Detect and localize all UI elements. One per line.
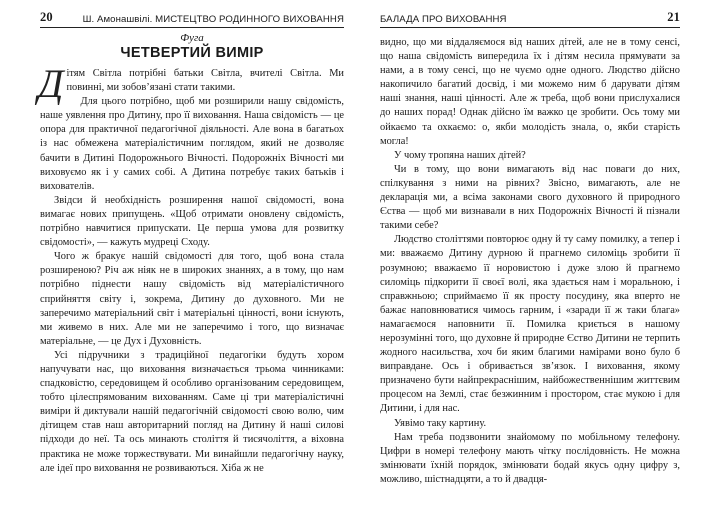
right-page bbox=[360, 0, 720, 510]
right-body-text bbox=[380, 36, 680, 487]
left-paragraph: Чого ж бракує нашій свідомості для того, щоб вона стала розширеною? Річ аж ніяк не в широких знаннях, а в тому, що нам потрібно піднести нашу свідомість від матеріалістичного сприйняття світу і, зокрема, Дитину до духовного. Ми не заперечимо матеріальний світ і матеріальні цінності, вони існують, ми живемо в них. Але ми не заперечимо і того, що визначає матеріальне, — це Дух і Духовність. bbox=[40, 251, 344, 347]
right-running-title: БАЛАДА ПРО ВИХОВАННЯ bbox=[380, 14, 507, 25]
right-page-number: 21 bbox=[667, 10, 680, 24]
left-paragraph: Для цього потрібно, щоб ми розширили нашу свідомість, наше уявлення про Дитину, про її виховання. Наша свідомість — це опора для практичної педагогічної діяльності. Але вона в багатьох із нас обмежена матеріалістичним поглядом, який не дозволяє бачити в Дитині Подорожнього Вічності. Подорожніх Вічності ми виховуємо як і у самих собі. А Дитина потребує таких батьків і вихователів. bbox=[40, 96, 344, 192]
left-running-header bbox=[40, 0, 344, 28]
continued-paragraph: видно, що ми віддаляємося від наших дітей, але не в тому сенсі, що наша свідомість випередила їх і дітям несила прямувати за нами, а в тому сенсі, що не чуємо одне одного. Людство дійсно накопичило багатий досвід, і ми можемо ним б дарувати дітям наші знання, наші цінності. Але ж треба, щоб вони прислухалися до наших порад! Однак дійсно їм важко це зробити. Ось тому ми ойкаємо та охкаємо: о, якби молодість знала, о, якби старість могла! bbox=[380, 37, 680, 147]
section-kicker: Фуга bbox=[180, 32, 204, 44]
first-paragraph-text: ітям Світла потрібні батьки Світла, вчителі Світла. Ми повинні, ми зобов’язані стати такими. bbox=[66, 68, 344, 94]
left-paragraph: Усі підручники з традиційної педагогіки будуть хором напучувати нас, що виховання визначається трьома чинниками: спадковістю, середовищем й особливо організованим середовищем, тобто цілеспрямованим вихованням. Саме ці три матеріалістичні виміри й диктували нашій педагогічній свідомості свою волю, чим дітищем став наш авторитарний погляд на Дитину й наші силові підходи до неї. Та ось минають століття й тисячоліття, а віховна практика не може торжествувати. Ми винайшли педагогічну науку, але ідеї про виховання не розвиваються. Хіба ж не bbox=[40, 349, 344, 474]
left-paragraph: Звідси й необхідність розширення нашої свідомості, вона вимагає нових припущень. «Щоб отримати оновлену свідомість, потрібно навчитися припускати. Це перша умова для розвитку свідомості», — кажуть мудреці Сходу. bbox=[40, 194, 344, 249]
right-paragraph: Уявімо таку картину. bbox=[394, 417, 487, 429]
right-paragraph: У чому тропяна наших дітей? bbox=[394, 149, 526, 161]
section-title: ЧЕТВЕРТИЙ ВИМІР bbox=[120, 45, 264, 61]
drop-cap: Д bbox=[38, 61, 64, 106]
first-paragraph bbox=[38, 61, 344, 106]
left-running-title: Ш. Амонашвілі. МИСТЕЦТВО РОДИННОГО ВИХОВАННЯ bbox=[82, 14, 344, 25]
right-paragraph: Чи в тому, що вони вимагають від нас поваги до них, спілкування з ними на рівних? Звісно, вимагають, але не декларація ми, а всіма законами свого духовного й природного Єства — щоб ми визнавали в них Подорожніх Вічності й пізнали такими себе? bbox=[380, 163, 680, 232]
left-page-number: 20 bbox=[40, 10, 53, 24]
left-body-text bbox=[38, 61, 344, 476]
right-running-header bbox=[380, 0, 680, 28]
right-paragraph: Нам треба подзвонити знайомому по мобільному телефону. Цифри в номері телефону мають чітку послідовність. Не можна змінювати їхній порядок, змінювати бодай якусь одну цифру з, можливо, шістнадцяти, а то й двадця- bbox=[380, 431, 680, 485]
right-paragraph: Людство століттями повторює одну й ту саму помилку, а тепер і ми: вважаємо Дитину дурною й прагнемо силоміць зробити її розумною; вважаємо її норовистою і дуже злою й прагнемо силоміць підкорити її своєї волі, яка здається нам і моральною, і справжньою; сприймаємо її як просту посудину, яка вперто не бажає наповнюватися чимось гарним, і «заради її ж таки блага» намагаємося наповнити її. Помилка криється в нашому нерозумінні того, що духовне й природне Єство Дитини не терпить жодного насильства, хоч би яким благими намірами воно було б виправдане. Ось і обривається зв’язок. І виховання, якому призначено бути найпрекраснішим, найбожественнішим життєвим процесом на Землі, стає безжинним і простором, стає мукою і для Дитини, і для нас. bbox=[380, 234, 680, 415]
